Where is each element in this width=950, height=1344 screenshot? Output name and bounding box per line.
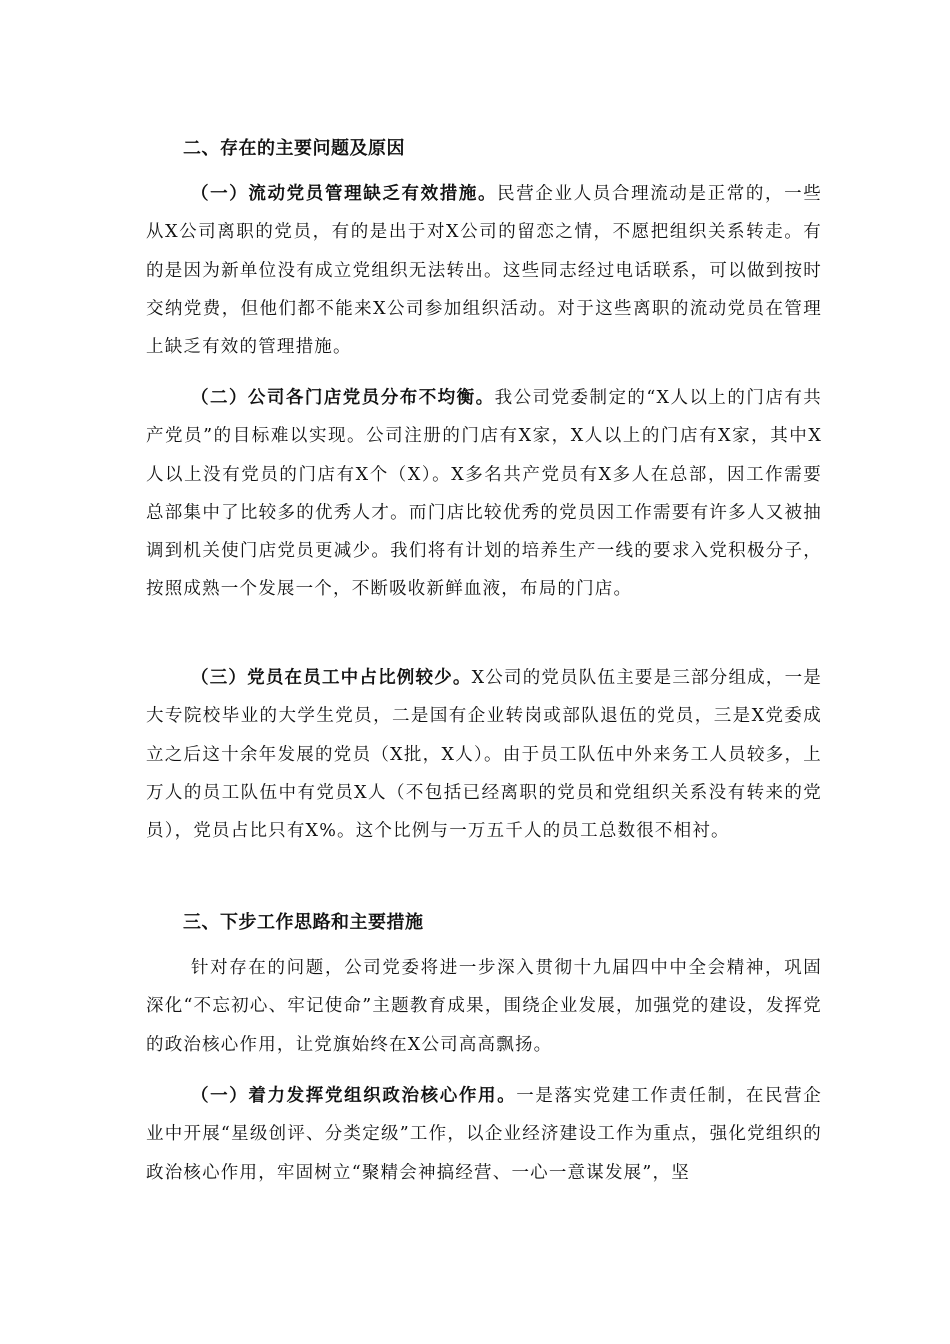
- paragraph-body-text: 一是落实党建工作责任制，在民营企业中开展“星级创评、分类定级”工作，以企业经济建设工作为重点，强化党组织的政治核心作用，牢固树立“聚精会神搞经营、一心一意谋发展”，坚: [146, 1086, 822, 1183]
- paragraph-member-ratio: [146, 659, 822, 850]
- section-heading-next-steps: 三、下步工作思路和主要措施: [183, 912, 424, 933]
- paragraph-lead-title: （一）流动党员管理缺乏有效措施。: [191, 184, 498, 204]
- paragraph-intro-measures: [146, 949, 822, 1064]
- paragraph-lead-title: （三）党员在员工中占比例较少。: [191, 668, 472, 688]
- paragraph-store-distribution: [146, 379, 822, 609]
- paragraph-body-text: X公司的党员队伍主要是三部分组成，一是大专院校毕业的大学生党员，二是国有企业转岗或部队退伍的党员，三是X党委成立之后这十余年发展的党员（X批，X人）。由于员工队伍中外来务工人员较多，上万人的员工队伍中有党员X人（不包括已经离职的党员和党组织关系没有转来的党员），党员占比只有X%。这个比例与一万五千人的员工总数很不相衬。: [146, 668, 822, 842]
- paragraph-lead-title: （二）公司各门店党员分布不均衡。: [191, 388, 495, 408]
- section-heading-problems: 二、存在的主要问题及原因: [183, 138, 405, 159]
- paragraph-political-core: [146, 1077, 822, 1192]
- paragraph-lead-title: （一）着力发挥党组织政治核心作用。: [191, 1086, 517, 1106]
- paragraph-body-text: 我公司党委制定的“X人以上的门店有共产党员”的目标难以实现。公司注册的门店有X家，X人以上的门店有X家，其中X人以上没有党员的门店有X个（X）。X多名共产党员有X多人在总部，因工作需要总部集中了比较多的优秀人才。而门店比较优秀的党员因工作需要有许多人又被抽调到机关使门店党员更减少。我们将有计划的培养生产一线的要求入党积极分子，按照成熟一个发展一个，不断吸收新鲜血液，布局的门店。: [146, 388, 822, 600]
- paragraph-floating-members: [146, 175, 822, 366]
- paragraph-body-text: 民营企业人员合理流动是正常的，一些从X公司离职的党员，有的是出于对X公司的留恋之情，不愿把组织关系转走。有的是因为新单位没有成立党组织无法转出。这些同志经过电话联系，可以做到按时交纳党费，但他们都不能来X公司参加组织活动。对于这些离职的流动党员在管理上缺乏有效的管理措施。: [146, 184, 823, 358]
- paragraph-body-text: 针对存在的问题，公司党委将进一步深入贯彻十九届四中中全会精神，巩固深化“不忘初心、牢记使命”主题教育成果，围绕企业发展，加强党的建设，发挥党的政治核心作用，让党旗始终在X公司高高飘扬。: [146, 958, 822, 1055]
